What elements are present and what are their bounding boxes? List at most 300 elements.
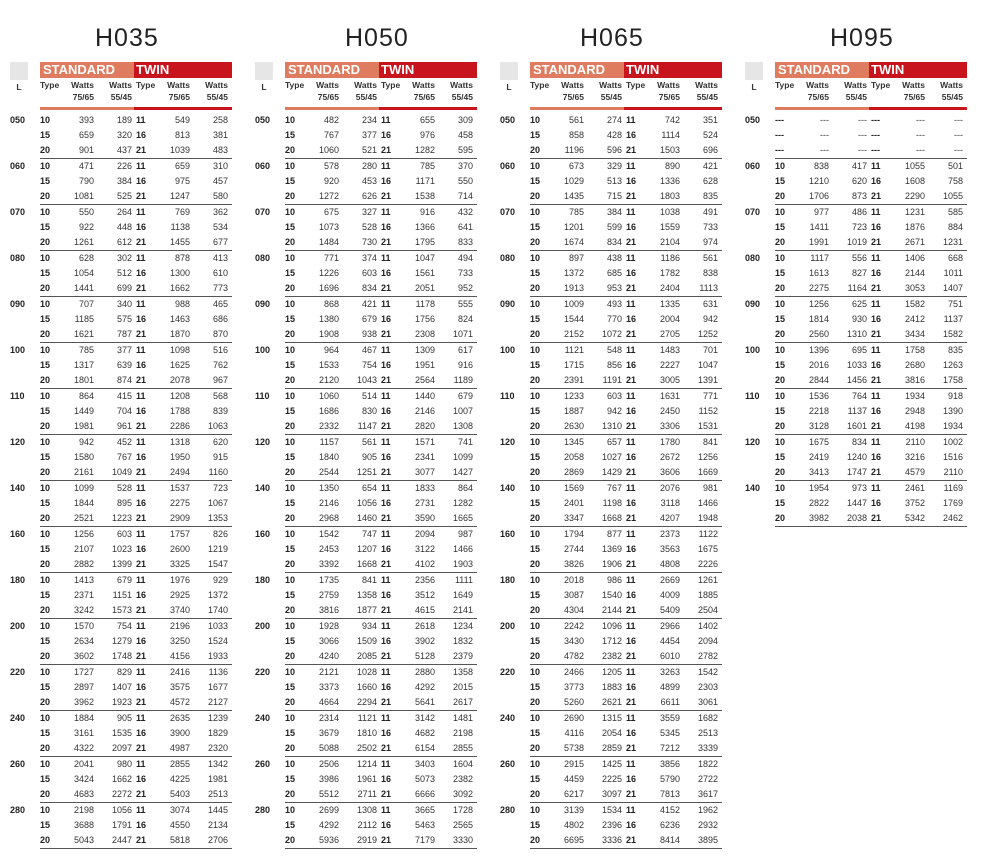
table-cell: 16 — [381, 360, 392, 370]
table-cell: 1534 — [601, 805, 622, 815]
table-cell: 5818 — [169, 835, 190, 845]
table-cell: 3250 — [169, 636, 190, 646]
table-cell: 2932 — [697, 820, 718, 830]
table-cell: 20 — [40, 513, 51, 523]
table-cell: 1099 — [73, 483, 94, 493]
table-cell: 10 — [40, 621, 51, 631]
table-cell: 696 — [702, 145, 718, 155]
table-cell: 1682 — [697, 713, 718, 723]
table-cell: 2711 — [357, 789, 377, 799]
table-cell: 1113 — [699, 283, 718, 293]
table-cell: 437 — [116, 145, 132, 155]
table-cell: 2447 — [111, 835, 132, 845]
table-cell: 3665 — [414, 805, 435, 815]
table-cell: 2371 — [73, 590, 94, 600]
table-cell: 16 — [871, 314, 882, 324]
table-cell: 1233 — [563, 391, 584, 401]
panel-title: H095 — [830, 24, 894, 52]
table-cell: 1456 — [846, 375, 867, 385]
table-cell: 1201 — [563, 222, 584, 232]
table-cell: 3139 — [563, 805, 584, 815]
table-cell: 21 — [136, 421, 147, 431]
table-cell: 1137 — [943, 314, 963, 324]
length-header: L — [751, 82, 757, 92]
table-cell: 2078 — [169, 375, 190, 385]
table-cell: 1668 — [601, 513, 622, 523]
length-value: 080 — [500, 253, 516, 263]
table-cell: 16 — [136, 590, 147, 600]
table-cell: 2227 — [659, 360, 680, 370]
table-cell: 3087 — [563, 590, 584, 600]
table-cell: 10 — [530, 391, 541, 401]
table-cell: 20 — [285, 789, 296, 799]
table-cell: 3263 — [659, 667, 680, 677]
standard-rule — [40, 107, 134, 110]
table-cell: 603 — [606, 391, 622, 401]
table-cell: 1272 — [318, 191, 339, 201]
table-cell: 723 — [851, 222, 867, 232]
table-cell: 310 — [212, 161, 228, 171]
table-cell: 952 — [457, 283, 473, 293]
table-cell: 11 — [381, 575, 391, 585]
table-cell: 3602 — [73, 651, 94, 661]
table-cell: 5345 — [659, 728, 680, 738]
table-cell: 10 — [285, 391, 296, 401]
table-cell: --- — [871, 130, 880, 140]
table-cell: 15 — [530, 268, 541, 278]
table-cell: 1481 — [452, 713, 473, 723]
table-cell: 11 — [871, 207, 881, 217]
table-cell: 21 — [136, 605, 147, 615]
table-cell: 1308 — [452, 421, 473, 431]
table-cell: 568 — [212, 391, 228, 401]
group-separator — [40, 848, 232, 849]
table-cell: --- — [775, 145, 784, 155]
table-cell: 1883 — [601, 682, 622, 692]
table-cell: 4782 — [563, 651, 584, 661]
table-cell: 528 — [116, 483, 132, 493]
table-cell: 6666 — [414, 789, 435, 799]
table-cell: 628 — [78, 253, 94, 263]
table-cell: 438 — [606, 253, 622, 263]
table-cell: 15 — [285, 636, 296, 646]
table-cell: 10 — [775, 253, 786, 263]
table-cell: 20 — [530, 145, 541, 155]
table-cell: 2107 — [73, 544, 94, 554]
table-cell: 1913 — [563, 283, 584, 293]
table-cell: 21 — [136, 145, 147, 155]
table-cell: 733 — [702, 222, 718, 232]
column-header-line: 75/65 — [658, 92, 680, 102]
table-cell: 1279 — [111, 636, 132, 646]
column-header-line: Watts — [412, 80, 435, 90]
table-cell: 2110 — [943, 467, 963, 477]
table-cell: 10 — [40, 391, 51, 401]
table-cell: 754 — [116, 621, 132, 631]
table-cell: 16 — [136, 728, 147, 738]
table-cell: 1903 — [452, 559, 473, 569]
table-cell: 21 — [136, 283, 147, 293]
table-cell: 10 — [40, 437, 51, 447]
length-value: 080 — [10, 253, 26, 263]
table-cell: 428 — [606, 130, 622, 140]
table-cell: 2054 — [601, 728, 622, 738]
table-cell: 723 — [212, 483, 228, 493]
length-value: 080 — [745, 253, 761, 263]
length-value: 120 — [500, 437, 516, 447]
table-cell: 1631 — [659, 391, 680, 401]
table-cell: 457 — [212, 176, 228, 186]
table-cell: 1196 — [564, 145, 584, 155]
table-cell: 11 — [381, 437, 391, 447]
table-cell: 15 — [285, 728, 296, 738]
column-header-line: 55/45 — [355, 92, 377, 102]
table-cell: 1950 — [169, 452, 190, 462]
column-header-line: 75/65 — [807, 92, 829, 102]
table-cell: 2016 — [808, 360, 829, 370]
table-cell: 3122 — [414, 544, 435, 554]
table-cell: 21 — [871, 421, 882, 431]
table-cell: 916 — [419, 207, 435, 217]
table-cell: 838 — [702, 268, 718, 278]
table-cell: 5403 — [169, 789, 190, 799]
table-cell: 10 — [775, 483, 786, 493]
table-cell: 421 — [361, 299, 377, 309]
table-cell: 20 — [285, 697, 296, 707]
table-cell: 21 — [381, 559, 392, 569]
table-cell: 834 — [606, 237, 622, 247]
table-cell: 1435 — [563, 191, 584, 201]
table-cell: 2859 — [601, 743, 622, 753]
table-cell: 1536 — [808, 391, 829, 401]
table-cell: 1537 — [169, 483, 190, 493]
table-cell: 826 — [212, 529, 228, 539]
table-cell: 654 — [361, 483, 377, 493]
table-cell: 986 — [606, 575, 622, 585]
table-cell: 2419 — [808, 452, 829, 462]
header-band — [285, 62, 477, 78]
table-cell: 15 — [40, 314, 51, 324]
table-cell: 2004 — [659, 314, 680, 324]
table-cell: 11 — [626, 529, 636, 539]
table-cell: 21 — [381, 651, 392, 661]
table-cell: 1038 — [659, 207, 680, 217]
table-cell: 20 — [40, 605, 51, 615]
table-cell: 483 — [212, 145, 228, 155]
table-cell: 1114 — [661, 130, 680, 140]
table-cell: 10 — [530, 759, 541, 769]
table-cell: 2094 — [414, 529, 435, 539]
table-cell: 988 — [174, 299, 190, 309]
table-cell: 1350 — [318, 483, 339, 493]
table-cell: 2272 — [111, 789, 132, 799]
column-header-line: Watts — [940, 80, 963, 90]
table-cell: 2494 — [169, 467, 190, 477]
table-cell: 4225 — [169, 774, 190, 784]
column-header — [341, 79, 377, 103]
table-cell: 16 — [871, 452, 882, 462]
table-cell: --- — [954, 130, 963, 140]
table-cell: 5936 — [318, 835, 339, 845]
table-cell: 2051 — [414, 283, 435, 293]
table-cell: 1407 — [942, 283, 963, 293]
table-cell: 21 — [136, 237, 147, 247]
table-cell: 15 — [285, 314, 296, 324]
table-cell: 384 — [606, 207, 622, 217]
table-cell: 3688 — [73, 820, 94, 830]
table-cell: 16 — [136, 222, 147, 232]
table-cell: 1991 — [808, 237, 829, 247]
table-cell: 11 — [136, 713, 146, 723]
table-cell: 374 — [361, 253, 377, 263]
table-cell: 16 — [381, 774, 392, 784]
table-cell: 3347 — [563, 513, 584, 523]
table-cell: 15 — [40, 406, 51, 416]
table-cell: 620 — [851, 176, 867, 186]
table-cell: 20 — [530, 513, 541, 523]
table-cell: 11 — [871, 391, 881, 401]
standard-rule — [775, 107, 869, 110]
table-cell: 3330 — [452, 835, 473, 845]
length-value: 060 — [500, 161, 516, 171]
table-cell: 16 — [871, 176, 882, 186]
table-cell: 1369 — [601, 544, 622, 554]
table-cell: 21 — [136, 697, 147, 707]
table-cell: --- — [820, 115, 829, 125]
table-cell: 961 — [116, 421, 132, 431]
table-cell: 15 — [285, 406, 296, 416]
table-cell: 516 — [212, 345, 228, 355]
table-cell: 2303 — [697, 682, 718, 692]
table-cell: 16 — [136, 176, 147, 186]
length-value: 120 — [10, 437, 26, 447]
length-value: 100 — [500, 345, 516, 355]
table-cell: 1747 — [846, 467, 867, 477]
table-cell: 1757 — [169, 529, 190, 539]
table-cell: 1686 — [318, 406, 339, 416]
table-cell: 1427 — [452, 467, 473, 477]
table-cell: 10 — [40, 345, 51, 355]
table-cell: 1662 — [111, 774, 132, 784]
table-cell: 3092 — [452, 789, 473, 799]
table-cell: 1649 — [452, 590, 473, 600]
table-cell: 2621 — [601, 697, 622, 707]
table-cell: 1308 — [356, 805, 377, 815]
table-cell: 1310 — [846, 329, 867, 339]
table-cell: 3986 — [318, 774, 339, 784]
table-cell: 2504 — [697, 605, 718, 615]
table-cell: 1002 — [942, 437, 963, 447]
table-cell: 1239 — [207, 713, 228, 723]
table-cell: 1531 — [697, 421, 718, 431]
table-cell: 15 — [285, 544, 296, 554]
table-cell: 1601 — [846, 421, 867, 431]
table-cell: 1466 — [452, 544, 473, 554]
table-cell: 16 — [626, 406, 637, 416]
table-cell: 1345 — [563, 437, 584, 447]
table-cell: 1318 — [169, 437, 190, 447]
table-cell: 11 — [871, 161, 881, 171]
table-cell: 1164 — [847, 283, 867, 293]
table-cell: 833 — [457, 237, 473, 247]
length-value: 160 — [255, 529, 271, 539]
table-cell: 16 — [136, 314, 147, 324]
table-cell: 1096 — [601, 621, 622, 631]
table-cell: 10 — [530, 805, 541, 815]
table-cell: 2671 — [904, 237, 925, 247]
table-cell: 877 — [606, 529, 622, 539]
length-value: 050 — [255, 115, 271, 125]
length-value: 120 — [745, 437, 761, 447]
table-cell: 20 — [40, 191, 51, 201]
table-cell: 1981 — [207, 774, 228, 784]
table-cell: 1780 — [659, 437, 680, 447]
table-cell: 274 — [606, 115, 622, 125]
table-cell: 384 — [116, 176, 132, 186]
column-header — [154, 79, 190, 103]
table-cell: 15 — [530, 130, 541, 140]
table-cell: 467 — [361, 345, 377, 355]
table-cell: 10 — [775, 391, 786, 401]
length-value: 160 — [500, 529, 516, 539]
table-cell: 320 — [116, 130, 132, 140]
table-cell: 3590 — [414, 513, 435, 523]
table-cell: 10 — [530, 437, 541, 447]
column-header — [927, 79, 963, 103]
table-cell: 1580 — [73, 452, 94, 462]
table-cell: 2869 — [563, 467, 584, 477]
table-cell: 905 — [116, 713, 132, 723]
table-cell: 827 — [851, 268, 867, 278]
table-cell: 1309 — [414, 345, 435, 355]
table-cell: 21 — [626, 329, 637, 339]
table-cell: 2672 — [659, 452, 680, 462]
table-cell: 21 — [626, 467, 637, 477]
table-cell: 20 — [530, 191, 541, 201]
table-cell: 2015 — [452, 682, 473, 692]
table-cell: 10 — [40, 759, 51, 769]
table-cell: 1533 — [318, 360, 339, 370]
table-cell: 2966 — [659, 621, 680, 631]
table-cell: 1483 — [659, 345, 680, 355]
table-cell: 2919 — [356, 835, 377, 845]
column-header-line: Type — [626, 80, 646, 90]
column-header-line: Watts — [167, 80, 190, 90]
table-cell: 1542 — [318, 529, 339, 539]
table-cell: 550 — [457, 176, 473, 186]
table-cell: 1906 — [601, 559, 622, 569]
table-cell: 1460 — [356, 513, 377, 523]
table-cell: 2152 — [563, 329, 584, 339]
table-cell: 20 — [775, 467, 786, 477]
table-cell: 20 — [40, 283, 51, 293]
length-value: 180 — [500, 575, 516, 585]
table-cell: 16 — [626, 314, 637, 324]
column-header-line: Watts — [205, 80, 228, 90]
table-cell: 15 — [285, 682, 296, 692]
table-cell: 2396 — [601, 820, 622, 830]
table-cell: 679 — [457, 391, 473, 401]
table-cell: 1208 — [169, 391, 190, 401]
table-cell: 1674 — [563, 237, 584, 247]
column-header-line: 75/65 — [413, 92, 435, 102]
table-cell: 770 — [606, 314, 622, 324]
table-cell: 20 — [530, 743, 541, 753]
table-cell: 15 — [285, 820, 296, 830]
table-cell: 21 — [626, 237, 637, 247]
table-cell: 3118 — [660, 498, 680, 508]
table-cell: 1608 — [904, 176, 925, 186]
table-cell: 10 — [530, 207, 541, 217]
table-cell: 603 — [361, 268, 377, 278]
table-cell: 1047 — [697, 360, 718, 370]
length-value: 060 — [745, 161, 761, 171]
table-cell: 1252 — [697, 329, 718, 339]
table-cell: 11 — [381, 483, 391, 493]
table-cell: 21 — [136, 789, 147, 799]
table-cell: 2286 — [169, 421, 190, 431]
table-cell: 20 — [775, 421, 786, 431]
table-cell: 599 — [606, 222, 622, 232]
table-cell: 1547 — [207, 559, 228, 569]
table-cell: 21 — [626, 559, 637, 569]
table-cell: 11 — [136, 299, 146, 309]
table-cell: 10 — [530, 115, 541, 125]
column-header — [644, 79, 680, 103]
table-cell: 762 — [212, 360, 228, 370]
length-value: 240 — [10, 713, 26, 723]
table-cell: 15 — [530, 176, 541, 186]
table-cell: 15 — [775, 360, 786, 370]
table-cell: 2466 — [563, 667, 584, 677]
table-cell: 2680 — [904, 360, 925, 370]
table-cell: 3005 — [659, 375, 680, 385]
table-cell: 15 — [775, 268, 786, 278]
table-cell: 4454 — [659, 636, 680, 646]
table-cell: 1696 — [318, 283, 339, 293]
table-cell: --- — [871, 145, 880, 155]
table-cell: 20 — [530, 467, 541, 477]
table-cell: 20 — [530, 283, 541, 293]
table-cell: 10 — [285, 529, 296, 539]
header-band — [775, 62, 967, 78]
table-cell: 785 — [419, 161, 435, 171]
table-cell: 15 — [530, 636, 541, 646]
twin-rule — [134, 107, 232, 110]
table-cell: 1870 — [169, 329, 190, 339]
table-cell: 2880 — [414, 667, 435, 677]
table-cell: 1675 — [697, 544, 718, 554]
table-cell: 1740 — [207, 605, 228, 615]
table-cell: 1189 — [453, 375, 473, 385]
table-cell: 21 — [626, 421, 637, 431]
table-cell: 20 — [530, 329, 541, 339]
table-cell: 2275 — [169, 498, 190, 508]
twin-label: TWIN — [379, 62, 477, 78]
table-cell: 1669 — [697, 467, 718, 477]
table-cell: 417 — [851, 161, 867, 171]
table-cell: 3559 — [659, 713, 680, 723]
table-cell: 2097 — [111, 743, 132, 753]
table-cell: 625 — [851, 299, 867, 309]
table-cell: 1544 — [563, 314, 584, 324]
table-cell: 2502 — [356, 743, 377, 753]
column-header-line: 55/45 — [206, 92, 228, 102]
table-cell: 1445 — [207, 805, 228, 815]
table-cell: --- — [954, 145, 963, 155]
table-cell: 3826 — [563, 559, 584, 569]
table-cell: 20 — [285, 329, 296, 339]
